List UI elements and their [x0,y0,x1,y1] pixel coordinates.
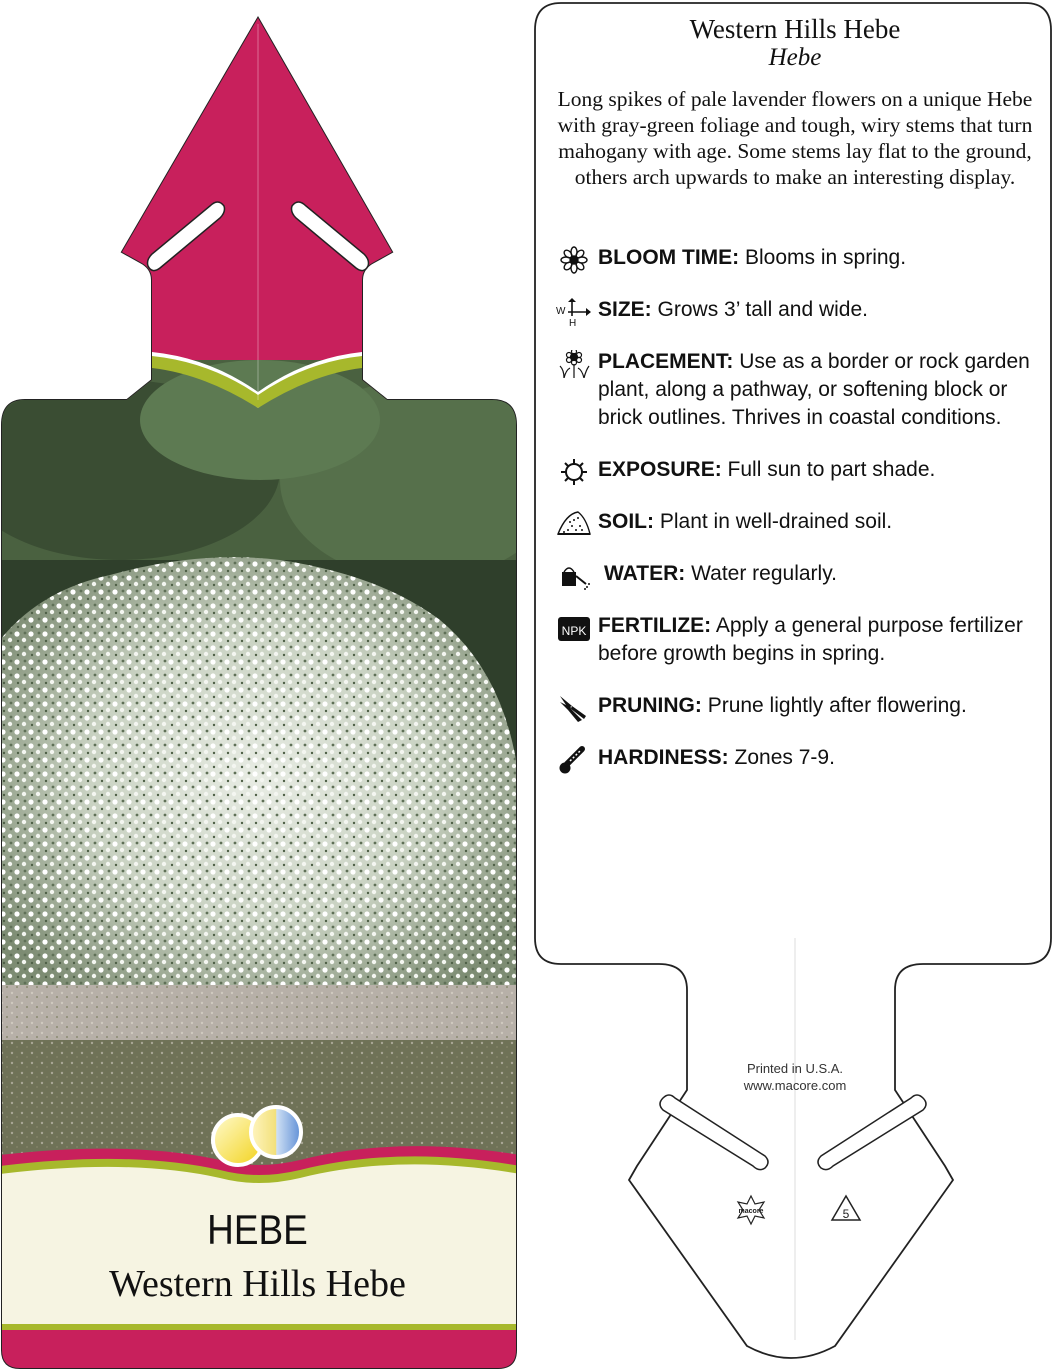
care-label: FERTILIZE: [598,614,712,637]
care-text: Use as a border or rock garden plant, along a pathway, or softening block or brick outlines. Thrives in coastal conditions. [598,350,1030,429]
care-instructions [556,238,1040,772]
size-icon-h: H [569,318,577,326]
recycle-number: 5 [842,1207,850,1221]
flower-icon [556,246,592,274]
npk-label: NPK [561,624,587,638]
watering-can-icon [556,562,592,590]
size-arrows-icon [556,298,592,326]
pruners-icon [556,694,592,722]
back-title: Western Hills Hebe [689,14,901,44]
care-item-size [556,296,1040,324]
botanical-name: Hebe [768,44,822,71]
front-common-name: HEBE [207,1206,308,1253]
top-color-band [0,0,520,400]
part-shade-icon [251,1107,301,1157]
care-label: WATER: [604,562,686,585]
care-item-soil [556,508,1040,536]
care-text: Zones 7-9. [734,746,835,769]
plants-icon [556,350,592,378]
care-item-bloom-time [556,244,1040,272]
care-item-placement [556,348,1040,432]
care-label: PLACEMENT: [598,350,734,373]
care-text: Blooms in spring. [745,246,907,269]
size-icon-w: W [556,306,566,317]
front-tag [0,0,520,1369]
printer-info [700,1060,890,1094]
care-text: Prune lightly after flowering. [707,694,967,717]
care-label: SOIL: [598,510,654,533]
website-label: www.macore.com [743,1078,847,1093]
printed-in-label: Printed in U.S.A. [746,1061,844,1076]
care-item-fertilize [556,612,1040,668]
sun-icon [556,458,592,486]
care-item-water [556,560,1040,588]
care-label: HARDINESS: [598,746,729,769]
macore-logo-text: macore [738,1208,764,1215]
thermometer-icon [556,746,592,774]
front-variety-name: Western Hills Hebe [109,1263,406,1305]
care-text: Full sun to part shade. [727,458,936,481]
care-label: BLOOM TIME: [598,246,740,269]
plant-photo [0,360,520,1170]
care-label: SIZE: [598,298,652,321]
care-label: PRUNING: [598,694,702,717]
care-item-pruning [556,692,1040,720]
plant-description: Long spikes of pale lavender flowers on a unique Hebe with gray-green foliage and tough, wiry stems that turn mahogany with age. Some stems lay flat to the ground, others arch upwards to make an interesting display. [557,87,1033,189]
care-text: Apply a general purpose fertilizer before growth begins in spring. [598,614,1023,665]
soil-icon [556,510,592,538]
care-item-exposure [556,456,1040,484]
fertilizer-bag-icon [556,614,592,642]
care-text: Water regularly. [691,562,837,585]
care-text: Grows 3’ tall and wide. [657,298,868,321]
care-item-hardiness [556,744,1040,772]
care-label: EXPOSURE: [598,458,722,481]
care-text: Plant in well-drained soil. [659,510,893,533]
